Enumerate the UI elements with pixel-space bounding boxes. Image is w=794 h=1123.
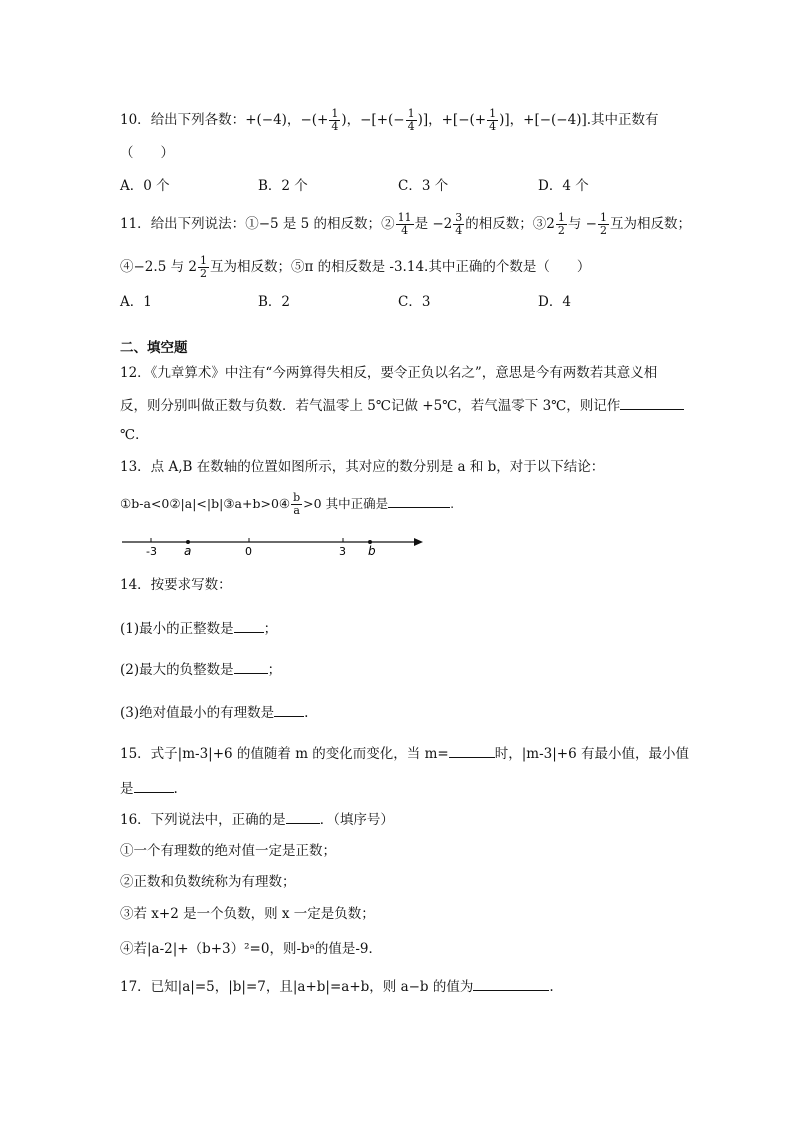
- q10-frac-b: [406, 108, 417, 133]
- q11-statement-1: −5 是 5 的相反数；: [258, 216, 382, 232]
- q10-frac-a: [329, 108, 340, 133]
- frac-den: 4: [455, 224, 463, 237]
- q13-conclusion-2: |a|<|b|: [180, 496, 224, 511]
- q15-text-c: 是: [120, 781, 134, 797]
- q13-marker-2: ②: [169, 496, 181, 511]
- q11-statement-5: π 的相反数是 -3.14.其中正确的个数是（ ）: [304, 259, 591, 275]
- q11-intro: 给出下列说法：: [150, 216, 246, 232]
- number-line: [118, 530, 428, 560]
- q10-expr4-end: )]，: [499, 112, 524, 128]
- q15-text-a: 15．式子|m-3|+6 的值随着 m 的变化而变化，当 m=: [120, 746, 449, 762]
- q11-marker-5: ⑤: [290, 259, 305, 275]
- q16-text-a: 16．下列说法中，正确的是: [120, 812, 286, 828]
- q10-frac-c: [487, 108, 498, 133]
- q14-part3-blank[interactable]: [274, 702, 304, 717]
- q10-expr3: −[+(−: [360, 112, 405, 128]
- label-0: 0: [245, 545, 252, 558]
- q15-line1: [120, 743, 689, 764]
- q10-option-b: B．2 个: [258, 178, 308, 194]
- q10-expr2-end: )，: [341, 112, 361, 128]
- q14-part3-end: .: [304, 705, 309, 721]
- q14-part2: [120, 659, 281, 680]
- q17-text: 17．已知|a|=5，|b|=7，且|a+b|=a+b，则 a−b 的值为: [120, 979, 474, 995]
- q11-line1: [120, 212, 691, 237]
- frac-num: 1: [331, 107, 339, 120]
- q17-line1: [120, 976, 554, 997]
- frac-num: 3: [455, 211, 463, 224]
- q13-line1: 13．点 A,B 在数轴的位置如图所示，其对应的数分别是 a 和 b，对于以下结论：: [120, 459, 605, 475]
- q11-statement-2b: 的相反数；: [465, 216, 533, 232]
- q11-marker-4: ④: [120, 259, 134, 275]
- frac-den: 2: [199, 267, 207, 280]
- frac-den: 4: [407, 120, 415, 133]
- label-3: 3: [339, 545, 346, 558]
- q10-option-c: C．3 个: [398, 178, 449, 194]
- q13-conclusion-4: >0 其中正确是: [303, 496, 389, 511]
- frac-den: 2: [599, 224, 607, 237]
- q16-blank[interactable]: [286, 809, 320, 824]
- q10-expr2: −(+: [300, 112, 329, 128]
- q11-statement-3a: 2: [546, 216, 555, 232]
- q10-expr3-end: )]，: [417, 112, 442, 128]
- frac-num: 1: [489, 107, 497, 120]
- q11-option-b: B．2: [258, 294, 291, 310]
- q14-part1: [120, 618, 277, 639]
- frac-den: 2: [557, 224, 565, 237]
- q15-text-b: 时，|m-3|+6 有最小值，最小值: [494, 746, 689, 762]
- q13-conclusion-1: b-a<0: [131, 496, 170, 511]
- axis-arrow: [414, 538, 423, 546]
- q11-statement-3c: 互为相反数；: [609, 216, 691, 232]
- frac-num: 1: [557, 211, 565, 224]
- q16-item1: ①一个有理数的绝对值一定是正数；: [120, 843, 336, 859]
- q15-blank-m[interactable]: [449, 743, 495, 758]
- q11-statement-3b: 与 −: [567, 216, 597, 232]
- section-fill-in-heading: 二、填空题: [120, 340, 188, 356]
- frac-num: 1: [407, 107, 415, 120]
- q15-end: .: [173, 781, 178, 797]
- q13-frac-b-a: [291, 492, 302, 517]
- q12-line2-text: 反，则分别叫做正数与负数．若气温零上 5℃记做 +5℃，若气温零下 3℃，则记作: [120, 398, 621, 414]
- q11-frac-3-4: [453, 212, 464, 237]
- q16-text-b: ．（填序号）: [319, 812, 394, 828]
- q11-option-a: A．1: [120, 294, 152, 310]
- q11-line2: [120, 255, 590, 280]
- q11-statement-2a: 是 −2: [414, 216, 453, 232]
- q11-frac-11-4: [396, 212, 414, 237]
- q11-marker-2: ②: [381, 216, 395, 232]
- q10-expr5: +[−(−4)]: [523, 112, 587, 128]
- q11-frac-1-2b: [598, 212, 609, 237]
- label-b: b: [368, 544, 376, 558]
- q11-option-d: D．4: [538, 294, 571, 310]
- q10-expr4: +[−(+: [441, 112, 487, 128]
- q10-paren: （ ）: [120, 145, 174, 161]
- q14-part3-text: (3)绝对值最小的有理数是: [120, 705, 275, 721]
- q10-expr1: +(−4)，: [245, 112, 301, 128]
- q17-blank[interactable]: [473, 976, 549, 991]
- frac-den: 4: [489, 120, 497, 133]
- q14-part2-end: ；: [267, 662, 282, 678]
- label-neg3: -3: [146, 545, 157, 558]
- q10-intro: 给出下列各数：: [150, 112, 246, 128]
- q10-option-d: D．4 个: [538, 178, 589, 194]
- frac-num: 1: [199, 254, 207, 267]
- q13-marker-4: ④: [278, 496, 291, 511]
- q10-tail: .其中正数有: [586, 112, 659, 128]
- q14-part1-blank[interactable]: [234, 618, 264, 633]
- q10-number: 10．: [120, 112, 151, 128]
- frac-num: 11: [397, 211, 412, 224]
- q13-marker-3: ③: [223, 496, 235, 511]
- frac-num: 1: [599, 211, 607, 224]
- q15-blank-min[interactable]: [134, 778, 174, 793]
- frac-num: b: [293, 491, 301, 504]
- q16-item2: ②正数和负数统称为有理数；: [120, 874, 296, 890]
- q11-option-c: C．3: [398, 294, 431, 310]
- q16-item4: ④若|a-2|+（b+3）²=0，则-bᵃ的值是-9．: [120, 941, 383, 957]
- label-a: a: [184, 544, 192, 558]
- q12-answer-blank[interactable]: [620, 395, 684, 410]
- q11-number: 11．: [120, 216, 151, 232]
- q16-item3: ③若 x+2 是一个负数，则 x 一定是负数；: [120, 906, 375, 922]
- q10-line1: [120, 108, 659, 133]
- q12-line1: 12．《九章算术》中注有“今两算得失相反，要令正负以名之”，意思是今有两数若其意义相: [120, 365, 658, 381]
- q13-marker-1: ①: [120, 496, 132, 511]
- q16-line1: [120, 809, 394, 830]
- q13-end: .: [450, 496, 455, 511]
- frac-den: a: [293, 504, 300, 517]
- q17-end: .: [549, 979, 554, 995]
- q10-option-a: A．0 个: [120, 178, 170, 194]
- q12-line2: [120, 395, 684, 416]
- q14-part1-end: ；: [263, 621, 278, 637]
- q11-marker-3: ③: [532, 216, 547, 232]
- q14-title: 14．按要求写数：: [120, 577, 232, 593]
- q11-statement-4a: −2.5 与 2: [133, 259, 197, 275]
- q13-line2: [120, 492, 454, 517]
- q14-part2-text: (2)最大的负整数是: [120, 662, 234, 678]
- q13-conclusion-3: a+b>0: [234, 496, 279, 511]
- q14-part2-blank[interactable]: [234, 659, 268, 674]
- q15-line2: [120, 778, 178, 799]
- q11-frac-1-2a: [556, 212, 567, 237]
- frac-den: 4: [331, 120, 339, 133]
- q11-statement-4b: 互为相反数；: [209, 259, 291, 275]
- q12-line3: ℃．: [120, 427, 149, 443]
- q14-part1-text: (1)最小的正整数是: [120, 621, 234, 637]
- q11-marker-1: ①: [245, 216, 259, 232]
- q13-answer-blank[interactable]: [388, 493, 450, 508]
- q14-part3: [120, 702, 308, 723]
- frac-den: 4: [401, 224, 409, 237]
- q11-frac-1-2c: [198, 255, 209, 280]
